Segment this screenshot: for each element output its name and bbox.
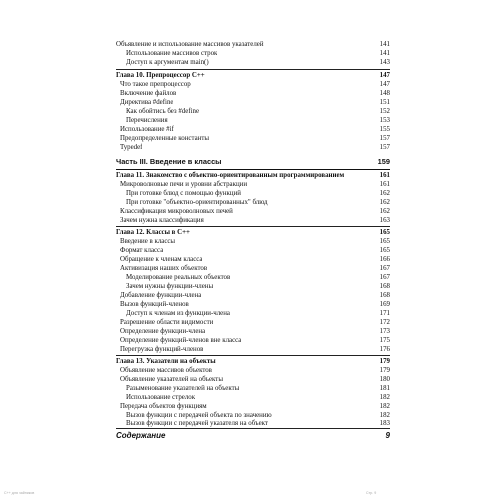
toc-entry-page: 182 [379,412,390,419]
toc-entry-page: 155 [379,126,390,133]
toc-entry-page: 157 [379,144,390,151]
toc-entry-title: Использование #if [120,126,174,133]
toc-entry [116,49,390,58]
toc-entry-title: Директива #define [120,99,174,106]
toc-entry [116,246,390,255]
toc-entry-title: Что такое препроцессор [120,81,191,88]
toc-entry-page: 148 [379,90,390,97]
toc-entry-title: Передача объектов функциям [120,403,207,410]
toc-entry-title: Зачем нужны функции-члены [126,283,214,290]
toc-entry [116,366,390,375]
toc-entry-page: 147 [379,81,390,88]
toc-entry-title: Определение функции-члена [120,328,206,335]
toc-entry-page: 179 [379,367,390,374]
footer-title: Содержание [116,431,166,440]
toc-entry-page: 153 [379,117,390,124]
toc-entry-page: 163 [379,217,390,224]
toc-entry-title: Активизация наших объектов [120,265,208,272]
toc-chapter [116,228,390,237]
toc-entry-page: 151 [379,99,390,106]
toc-chapter-page: 179 [379,358,390,365]
toc-entry-page: 143 [379,59,390,66]
toc-entry [116,189,390,198]
toc-entry-title: Использование стрелок [126,394,196,401]
toc-chapter [116,171,390,180]
toc-chapter-page: 161 [379,172,390,179]
toc-entry-title: Объявление массивов объектов [120,367,212,374]
toc-entry-page: 162 [379,199,390,206]
toc-entry [116,384,390,393]
toc-entry [116,89,390,98]
toc-entry-title: Вызов функций-членов [120,301,189,308]
toc-entry [116,300,390,309]
print-slug-left: С++ для чайников [4,491,35,495]
toc-entry [116,419,390,428]
toc-entry-page: 172 [379,319,390,326]
toc-entry-page: 171 [379,310,390,317]
toc-entry [116,282,390,291]
toc-entry-title: Доступ к аргументам main() [126,59,209,66]
toc-entry-title: Формат класса [120,247,164,254]
toc-entry-page: 167 [379,274,390,281]
toc-entry-title: Добавление функции-члена [120,292,202,299]
toc-entry [116,180,390,189]
toc-entry [116,327,390,336]
toc-entry-title: Введение в классы [120,238,176,245]
toc-chapter [116,357,390,366]
toc-chapter-title: Глава 13. Указатели на объекты [116,358,216,365]
toc-entry-title: Предопределенные константы [120,135,209,142]
toc-entry [116,80,390,89]
toc-entry [116,98,390,107]
toc-entry [116,58,390,67]
toc-entry-title: Объявление указателей на объекты [120,376,223,383]
toc-entry-title: Определение функций-членов вне класса [120,337,242,344]
toc-entry-title: Использование массивов строк [126,50,218,57]
toc-entry-page: 152 [379,108,390,115]
toc-entry [116,264,390,273]
toc-entry-title: При готовке блюд с помощью функций [126,190,241,197]
toc-entry-page: 167 [379,265,390,272]
toc-entry-page: 180 [379,376,390,383]
toc-part [116,157,390,166]
toc-entry-title: Вызов функции с передачей объекта по значению [126,412,272,419]
toc-entry-title: Объявление и использование массивов указателей [116,41,264,48]
toc-entry-page: 165 [379,238,390,245]
part-rule [116,169,390,170]
toc-entry-title: Перечисления [126,117,168,124]
toc-entry [116,402,390,411]
footer-rule [116,428,390,429]
toc-entry [116,318,390,327]
toc-entry-page: 175 [379,337,390,344]
toc-entry-page: 162 [379,190,390,197]
toc-entry [116,336,390,345]
toc-entry-title: Как обойтись без #define [126,108,200,115]
toc-entry-title: Обращение к членам класса [120,256,203,263]
toc-entry [116,207,390,216]
toc-entry [116,198,390,207]
toc-entry [116,216,390,225]
toc-entry-page: 165 [379,247,390,254]
toc-entry-title: Классификация микроволновых печей [120,208,233,215]
chapter-rule [116,355,390,356]
toc-entry-page: 141 [379,41,390,48]
toc-entry [116,309,390,318]
toc-entry-title: При готовке "объектно-ориентированных" блюд [126,199,268,206]
toc-entry [116,291,390,300]
toc-entry-page: 141 [379,50,390,57]
toc-entry [116,255,390,264]
toc-chapter-page: 165 [379,229,390,236]
toc-entry-page: 166 [379,256,390,263]
toc-entry-title: Зачем нужна классификация [120,217,204,224]
toc-entry-title: Микроволновые печи и уровни абстракции [120,181,248,188]
toc-entry-title: Включение файлов [120,90,177,97]
toc-entry-title: Доступ к членам из функции-члена [126,310,230,317]
toc-entry-page: 173 [379,328,390,335]
toc-entry-page: 169 [379,301,390,308]
toc-entry [116,40,390,49]
toc-entry-title: Моделирование реальных объектов [126,274,231,281]
toc-entry [116,237,390,246]
toc-entry [116,116,390,125]
toc-chapter [116,71,390,80]
toc-chapter-title: Глава 10. Препроцессор С++ [116,72,205,79]
toc-entry [116,345,390,354]
toc-entry-title: Разрешение области видимости [120,319,214,326]
toc-entry-title: Вызов функции с передачей указателя на объект [126,420,268,427]
toc-entry [116,107,390,116]
toc-entry [116,134,390,143]
page-number: 9 [385,431,390,440]
toc-entry-page: 176 [379,346,390,353]
toc-entry-page: 168 [379,283,390,290]
chapter-rule [116,69,390,70]
toc-chapter-page: 147 [379,72,390,79]
toc-part-title: Часть III. Введение в классы [116,157,222,166]
toc-entry [116,125,390,134]
toc-entry-page: 162 [379,208,390,215]
toc-entry [116,273,390,282]
toc-entry [116,393,390,402]
toc-chapter-title: Глава 11. Знакомство с объектно-ориентированным программированием [116,172,345,179]
toc-entry-page: 182 [379,403,390,410]
toc-part-page: 159 [377,157,390,166]
toc-entry-title: Разыменование указателей на объекты [126,385,240,392]
chapter-rule [116,226,390,227]
toc-entry-page: 157 [379,135,390,142]
toc-entry-title: Перегрузка функций-членов [120,346,204,353]
toc-entry-page: 183 [379,420,390,427]
toc-entry-page: 181 [379,385,390,392]
toc-entry-title: Typedef [120,144,143,151]
toc-entry-page: 182 [379,394,390,401]
print-slug-right: Стр. 9 [366,491,377,495]
toc-entry [116,375,390,384]
toc-entry-page: 168 [379,292,390,299]
toc-chapter-title: Глава 12. Классы в С++ [116,229,190,236]
toc-entry-page: 161 [379,181,390,188]
toc-entry [116,143,390,152]
